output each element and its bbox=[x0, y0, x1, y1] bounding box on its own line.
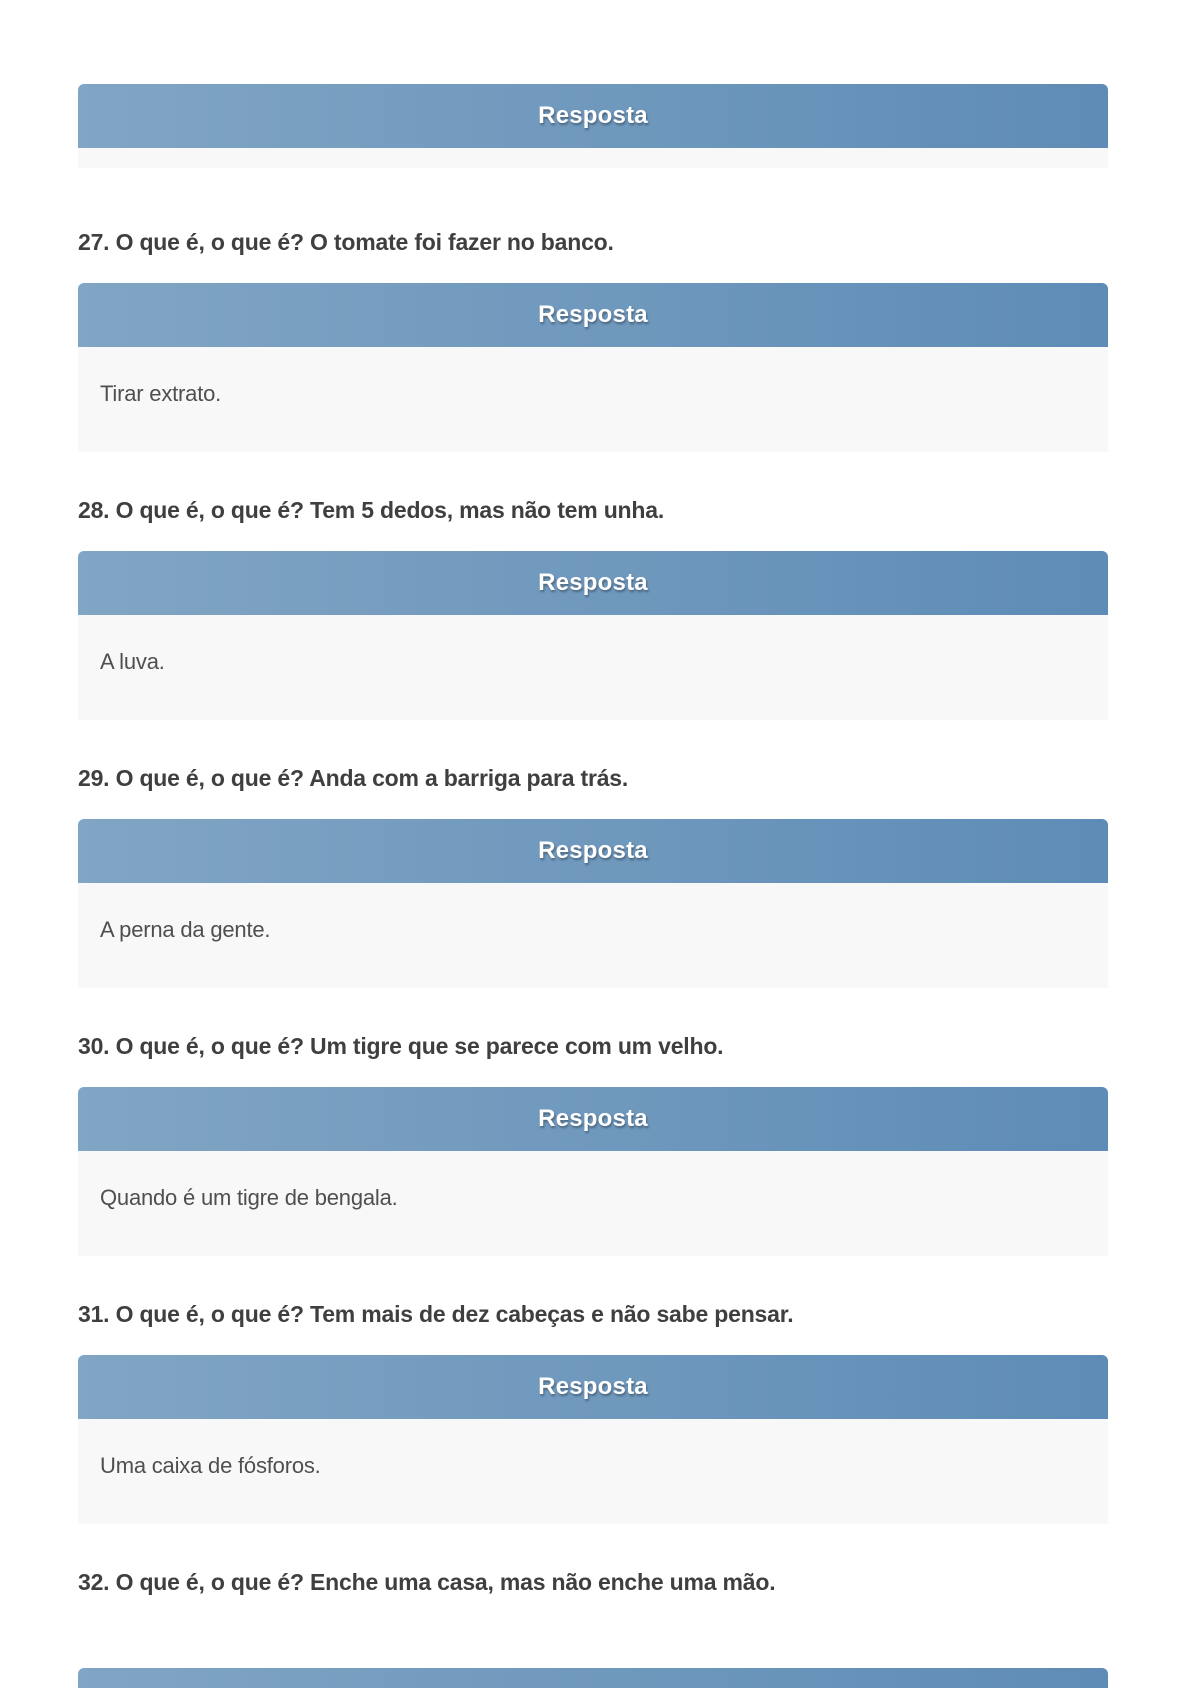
resposta-header-label: Resposta bbox=[538, 569, 648, 596]
answer-box bbox=[78, 615, 1108, 720]
answer-text: A luva. bbox=[100, 649, 165, 674]
riddle-block bbox=[78, 1032, 1108, 1256]
riddle-block bbox=[78, 228, 1108, 452]
resposta-header-button[interactable] bbox=[78, 819, 1108, 883]
riddle-question: 27. O que é, o que é? O tomate foi fazer no banco. bbox=[78, 229, 614, 255]
resposta-header-button[interactable] bbox=[78, 1087, 1108, 1151]
resposta-header-label: Resposta bbox=[538, 1373, 648, 1400]
answer-text: Uma caixa de fósforos. bbox=[100, 1453, 321, 1478]
resposta-header-label: Resposta bbox=[538, 301, 648, 328]
answer-box-partial bbox=[78, 148, 1108, 168]
riddle-question: 31. O que é, o que é? Tem mais de dez cabeças e não sabe pensar. bbox=[78, 1301, 794, 1327]
resposta-header-button[interactable] bbox=[78, 551, 1108, 615]
answer-box bbox=[78, 883, 1108, 988]
riddles-page bbox=[78, 0, 1108, 1693]
answer-text: Tirar extrato. bbox=[100, 381, 222, 406]
resposta-header-label: Resposta bbox=[538, 1105, 648, 1132]
answer-text: Quando é um tigre de bengala. bbox=[100, 1185, 398, 1210]
riddle-block bbox=[78, 1568, 1108, 1693]
riddle-block bbox=[78, 1300, 1108, 1524]
riddle-question: 30. O que é, o que é? Um tigre que se parece com um velho. bbox=[78, 1033, 724, 1059]
resposta-header-label: Resposta bbox=[538, 102, 648, 129]
answer-box bbox=[78, 1419, 1108, 1524]
resposta-header-button-partial-bottom[interactable] bbox=[78, 1668, 1108, 1688]
answer-text: A perna da gente. bbox=[100, 917, 271, 942]
resposta-header-button[interactable] bbox=[78, 84, 1108, 148]
riddle-block bbox=[78, 764, 1108, 988]
resposta-header-button[interactable] bbox=[78, 1355, 1108, 1419]
riddle-question: 32. O que é, o que é? Enche uma casa, mas não enche uma mão. bbox=[78, 1569, 776, 1595]
riddle-question: 29. O que é, o que é? Anda com a barriga para trás. bbox=[78, 765, 629, 791]
resposta-header-label: Resposta bbox=[538, 837, 648, 864]
riddle-block-partial-top bbox=[78, 84, 1108, 168]
riddle-block bbox=[78, 496, 1108, 720]
resposta-header-button[interactable] bbox=[78, 283, 1108, 347]
answer-box bbox=[78, 1151, 1108, 1256]
riddle-question: 28. O que é, o que é? Tem 5 dedos, mas não tem unha. bbox=[78, 497, 665, 523]
answer-box bbox=[78, 347, 1108, 452]
